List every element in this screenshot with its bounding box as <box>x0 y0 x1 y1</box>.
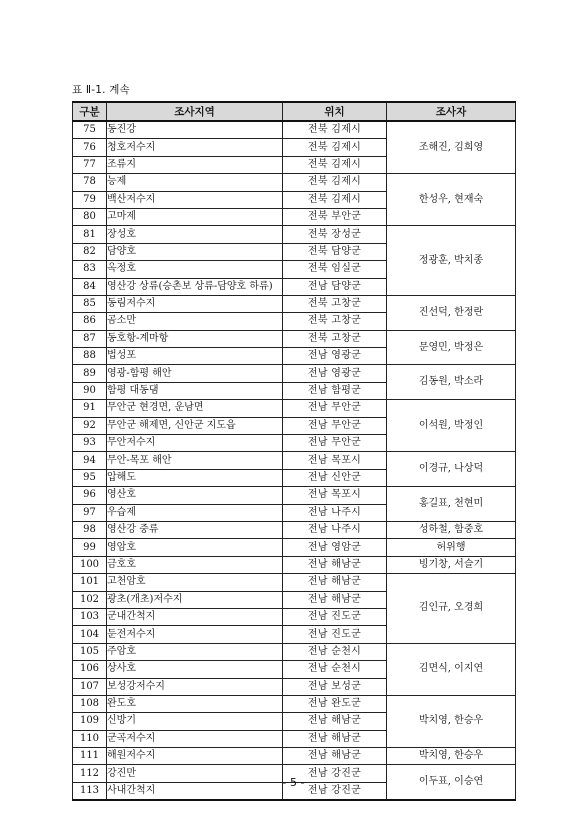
location: 전남 나주시 <box>283 504 387 521</box>
row-number: 99 <box>73 539 107 556</box>
location: 전남 강진군 <box>283 782 387 800</box>
header-row <box>73 102 516 121</box>
survey-area: 군곡저수지 <box>107 730 283 747</box>
row-number: 85 <box>73 295 107 312</box>
location: 전남 해남군 <box>283 713 387 730</box>
table-row <box>73 521 516 538</box>
survey-area: 백산저수지 <box>107 191 283 208</box>
row-number: 79 <box>73 191 107 208</box>
survey-area: 고마제 <box>107 208 283 225</box>
row-number: 76 <box>73 139 107 156</box>
row-number: 110 <box>73 730 107 747</box>
survey-area: 사내간척지 <box>107 782 283 800</box>
row-number: 90 <box>73 382 107 399</box>
investigator: 김면식, 이지연 <box>387 643 516 695</box>
row-number: 105 <box>73 643 107 660</box>
survey-area: 금호호 <box>107 556 283 573</box>
survey-area: 우습제 <box>107 504 283 521</box>
location: 전북 김제시 <box>283 191 387 208</box>
row-number: 95 <box>73 469 107 486</box>
row-number: 93 <box>73 435 107 452</box>
survey-area: 광초(개초)저수지 <box>107 591 283 608</box>
table-row <box>73 574 516 591</box>
survey-area: 동림저수지 <box>107 295 283 312</box>
survey-area: 동호항-계마항 <box>107 330 283 347</box>
location: 전남 무안군 <box>283 435 387 452</box>
row-number: 88 <box>73 348 107 365</box>
survey-area: 법성포 <box>107 348 283 365</box>
table-row <box>73 121 516 139</box>
table-row <box>73 539 516 556</box>
row-number: 108 <box>73 695 107 712</box>
investigator: 박치영, 한승우 <box>387 748 516 765</box>
row-number: 100 <box>73 556 107 573</box>
table-row <box>73 452 516 469</box>
location: 전북 김제시 <box>283 174 387 191</box>
investigator: 진선덕, 한정란 <box>387 295 516 330</box>
row-number: 97 <box>73 504 107 521</box>
location: 전남 영광군 <box>283 365 387 382</box>
row-number: 87 <box>73 330 107 347</box>
location: 전북 장성군 <box>283 226 387 243</box>
table-row <box>73 295 516 312</box>
survey-area: 해원저수지 <box>107 748 283 765</box>
header-investigator: 조사자 <box>387 102 516 121</box>
location: 전남 진도군 <box>283 608 387 625</box>
table-row <box>73 226 516 243</box>
survey-area: 군내간척지 <box>107 608 283 625</box>
survey-area: 보성강저수지 <box>107 678 283 695</box>
survey-area: 장성호 <box>107 226 283 243</box>
location: 전남 담양군 <box>283 278 387 295</box>
survey-area: 압해도 <box>107 469 283 486</box>
row-number: 82 <box>73 243 107 260</box>
location: 전남 해남군 <box>283 556 387 573</box>
table-row <box>73 695 516 712</box>
row-number: 111 <box>73 748 107 765</box>
survey-area: 옥정호 <box>107 261 283 278</box>
survey-area: 함평 대동댐 <box>107 382 283 399</box>
investigator: 김인규, 오경희 <box>387 574 516 644</box>
investigator: 빙기창, 서슬기 <box>387 556 516 573</box>
investigator: 허위행 <box>387 539 516 556</box>
investigator: 조해진, 김희영 <box>387 121 516 174</box>
header-category: 구분 <box>73 102 107 121</box>
survey-area: 영광-함평 해안 <box>107 365 283 382</box>
row-number: 98 <box>73 521 107 538</box>
location: 전남 해남군 <box>283 748 387 765</box>
investigator: 한성우, 현재숙 <box>387 174 516 226</box>
location: 전북 담양군 <box>283 243 387 260</box>
survey-area: 신방기 <box>107 713 283 730</box>
survey-area: 조류지 <box>107 156 283 173</box>
survey-area: 무안군 현경면, 운남면 <box>107 400 283 417</box>
survey-area: 영산호 <box>107 487 283 504</box>
table-row <box>73 556 516 573</box>
location: 전북 고창군 <box>283 295 387 312</box>
survey-area: 영산강 중류 <box>107 521 283 538</box>
table-body <box>73 121 516 800</box>
location: 전남 나주시 <box>283 521 387 538</box>
row-number: 107 <box>73 678 107 695</box>
location: 전북 고창군 <box>283 313 387 330</box>
survey-area: 능제 <box>107 174 283 191</box>
row-number: 80 <box>73 208 107 225</box>
survey-area: 주암호 <box>107 643 283 660</box>
header-location: 위치 <box>283 102 387 121</box>
row-number: 94 <box>73 452 107 469</box>
row-number: 75 <box>73 121 107 139</box>
location: 전남 해남군 <box>283 591 387 608</box>
investigator: 이경규, 나상덕 <box>387 452 516 487</box>
location: 전남 목포시 <box>283 452 387 469</box>
table-row <box>73 365 516 382</box>
row-number: 78 <box>73 174 107 191</box>
row-number: 92 <box>73 417 107 434</box>
location: 전남 진도군 <box>283 626 387 643</box>
table-row <box>73 748 516 765</box>
location: 전북 부안군 <box>283 208 387 225</box>
row-number: 104 <box>73 626 107 643</box>
location: 전남 완도군 <box>283 695 387 712</box>
location: 전남 순천시 <box>283 643 387 660</box>
location: 전남 보성군 <box>283 678 387 695</box>
location: 전남 영광군 <box>283 348 387 365</box>
survey-area: 무안저수지 <box>107 435 283 452</box>
row-number: 84 <box>73 278 107 295</box>
table-row <box>73 330 516 347</box>
survey-area: 고천암호 <box>107 574 283 591</box>
location: 전남 신안군 <box>283 469 387 486</box>
row-number: 81 <box>73 226 107 243</box>
survey-area: 청호저수지 <box>107 139 283 156</box>
row-number: 103 <box>73 608 107 625</box>
location: 전남 목포시 <box>283 487 387 504</box>
survey-area: 둔전저수지 <box>107 626 283 643</box>
row-number: 106 <box>73 661 107 678</box>
location: 전북 김제시 <box>283 139 387 156</box>
investigator: 이두표, 이승연 <box>387 765 516 800</box>
location: 전남 무안군 <box>283 400 387 417</box>
table-caption: 표 Ⅱ-1. 계속 <box>72 84 130 96</box>
survey-area: 담양호 <box>107 243 283 260</box>
row-number: 109 <box>73 713 107 730</box>
survey-area: 무안군 해제면, 신안군 지도읍 <box>107 417 283 434</box>
investigator: 박치영, 한승우 <box>387 695 516 747</box>
survey-area: 상사호 <box>107 661 283 678</box>
investigator: 김동원, 박소라 <box>387 365 516 400</box>
survey-area: 무안-목포 해안 <box>107 452 283 469</box>
survey-area: 곰소만 <box>107 313 283 330</box>
row-number: 96 <box>73 487 107 504</box>
survey-area: 동진강 <box>107 121 283 139</box>
table-row <box>73 400 516 417</box>
table-row <box>73 487 516 504</box>
investigator: 홍길표, 천현미 <box>387 487 516 522</box>
row-number: 101 <box>73 574 107 591</box>
row-number: 83 <box>73 261 107 278</box>
page-number: - 5 - <box>282 776 305 789</box>
survey-area: 영암호 <box>107 539 283 556</box>
survey-table <box>72 101 516 801</box>
row-number: 89 <box>73 365 107 382</box>
survey-area: 완도호 <box>107 695 283 712</box>
row-number: 86 <box>73 313 107 330</box>
row-number: 102 <box>73 591 107 608</box>
location: 전남 해남군 <box>283 730 387 747</box>
investigator: 성하철, 함중호 <box>387 521 516 538</box>
location: 전북 김제시 <box>283 121 387 139</box>
investigator: 문영민, 박정은 <box>387 330 516 365</box>
row-number: 112 <box>73 765 107 782</box>
location: 전남 순천시 <box>283 661 387 678</box>
location: 전남 강진군 <box>283 765 387 782</box>
location: 전북 고창군 <box>283 330 387 347</box>
survey-area: 영산강 상류(승촌보 상류-담양호 하류) <box>107 278 283 295</box>
table-row <box>73 643 516 660</box>
header-survey-area: 조사지역 <box>107 102 283 121</box>
location: 전북 김제시 <box>283 156 387 173</box>
location: 전북 임실군 <box>283 261 387 278</box>
survey-area: 강진만 <box>107 765 283 782</box>
location: 전남 영암군 <box>283 539 387 556</box>
row-number: 77 <box>73 156 107 173</box>
location: 전남 함평군 <box>283 382 387 399</box>
row-number: 91 <box>73 400 107 417</box>
table-header <box>73 102 516 121</box>
row-number: 113 <box>73 782 107 800</box>
location: 전남 무안군 <box>283 417 387 434</box>
location: 전남 해남군 <box>283 574 387 591</box>
investigator: 정광훈, 박치종 <box>387 226 516 296</box>
table-row <box>73 174 516 191</box>
investigator: 이석원, 박정인 <box>387 400 516 452</box>
